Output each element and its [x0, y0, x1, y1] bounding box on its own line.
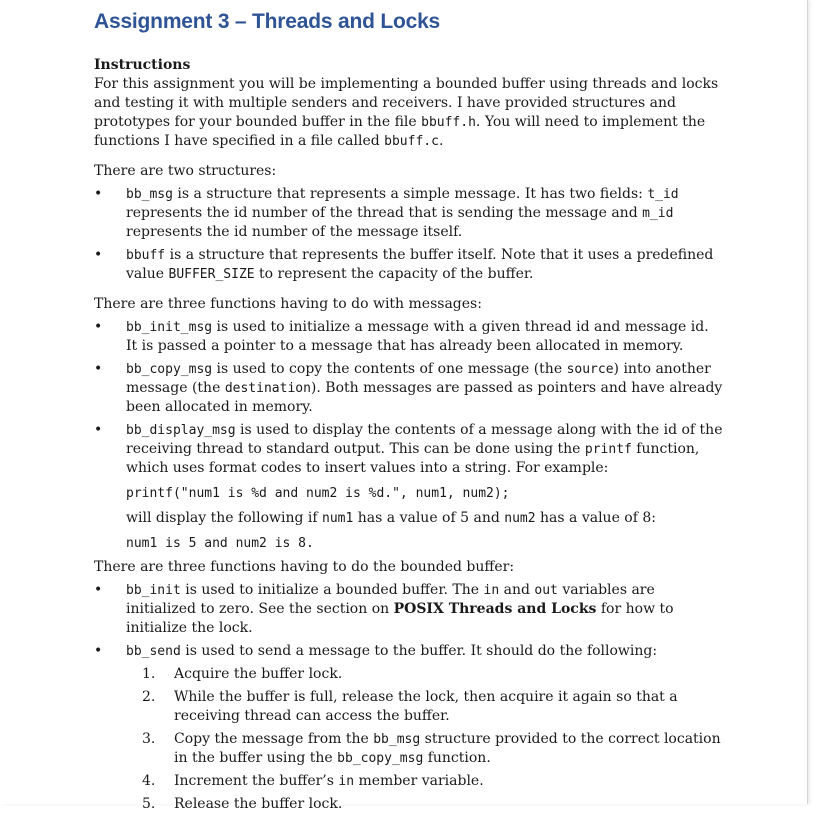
- item-text: represents the id number of the message itself.: [126, 224, 463, 240]
- item-text: is used to send a message to the buffer. It should do the following:: [180, 643, 658, 659]
- item-text: has a value of 5 and: [353, 510, 505, 526]
- constant-name: BUFFER_SIZE: [168, 267, 255, 282]
- step-text: member variable.: [354, 773, 484, 789]
- item-text: represents the id number of the thread that is sending the message and: [126, 205, 643, 221]
- file-name-source: bbuff.c: [384, 134, 439, 149]
- instructions-paragraph: [94, 75, 724, 151]
- page-title: Assignment 3 – Threads and Locks: [94, 10, 441, 33]
- item-text: is used to initialize a message with a given thread id and message id. It is passed a pointer to a message that has already been allocated in memory.: [126, 319, 709, 354]
- step-number: 2.: [142, 689, 156, 705]
- item-text: has a value of 8:: [535, 510, 656, 526]
- variable-name: num1: [322, 511, 354, 526]
- step-text: Release the buffer lock.: [174, 796, 343, 812]
- bullet-icon: •: [94, 422, 103, 438]
- item-text: and: [499, 582, 535, 598]
- step-text: Increment the buffer’s: [174, 773, 339, 789]
- section-reference: POSIX Threads and Locks: [393, 601, 597, 617]
- function-name: bb_init_msg: [126, 320, 213, 335]
- step-item: [126, 665, 724, 684]
- struct-name: bbuff: [126, 248, 166, 263]
- param-name: destination: [224, 381, 311, 396]
- bullet-icon: •: [94, 582, 103, 598]
- variable-name: num2: [504, 511, 536, 526]
- struct-name: bb_msg: [373, 732, 421, 747]
- bullet-icon: •: [94, 186, 103, 202]
- file-name-header: bbuff.h: [421, 115, 476, 130]
- item-text: for how to initialize the lock.: [126, 601, 674, 636]
- example-code: [126, 484, 724, 503]
- step-item: [126, 730, 724, 768]
- list-item: [94, 318, 724, 356]
- item-text: ) into another message (the: [126, 361, 711, 396]
- function-name: bb_send: [126, 644, 181, 659]
- step-text: function.: [423, 750, 491, 766]
- list-item: [94, 360, 724, 417]
- param-name: source: [566, 362, 614, 377]
- struct-name: bb_msg: [126, 187, 173, 202]
- item-text: is used to display the contents of a message along with the id of the receiving thread to standard output. This can be done using the: [126, 422, 723, 457]
- item-text: to represent the capacity of the buffer.: [254, 266, 534, 282]
- buffer-functions-intro: There are three functions having to do the bounded buffer:: [94, 559, 515, 575]
- list-item: [94, 642, 724, 814]
- step-text: Acquire the buffer lock.: [174, 666, 343, 682]
- instructions-text: .: [438, 133, 444, 149]
- variable-name: in: [338, 774, 355, 789]
- list-item: [94, 185, 724, 242]
- variable-name: out: [534, 583, 558, 598]
- instructions-text: For this assignment you will be implementing a bounded buffer using threads and locks and testing it with multiple senders and receivers. I have provided structures and prototypes for your bounded buffer in the file: [94, 76, 719, 130]
- bullet-icon: •: [94, 319, 103, 335]
- item-text: is a structure that represents a simple message. It has two fields:: [172, 186, 648, 202]
- structures-intro: There are two structures:: [94, 163, 277, 179]
- field-name: m_id: [642, 206, 674, 221]
- function-name: bb_copy_msg: [126, 362, 213, 377]
- message-functions-intro: There are three functions having to do with messages:: [94, 296, 482, 312]
- message-functions-list: [94, 318, 724, 557]
- function-name: bb_copy_msg: [337, 751, 424, 766]
- function-name: bb_display_msg: [126, 423, 236, 438]
- step-number: 5.: [142, 796, 156, 812]
- step-text: While the buffer is full, release the lock, then acquire it again so that a receiving thread can access the buffer.: [174, 689, 678, 724]
- item-text: variables are initialized to zero. See the section on: [126, 582, 655, 617]
- item-text: will display the following if: [126, 510, 323, 526]
- field-name: t_id: [647, 187, 679, 202]
- instructions-heading: Instructions: [94, 57, 191, 73]
- step-item: [126, 688, 724, 726]
- item-text: ). Both messages are passed as pointers and have already been allocated in memory.: [126, 380, 723, 415]
- bullet-icon: •: [94, 643, 103, 659]
- step-item: [126, 795, 724, 814]
- step-number: 4.: [142, 773, 156, 789]
- bullet-icon: •: [94, 247, 103, 263]
- variable-name: in: [483, 583, 500, 598]
- code-line: num1 is 5 and num2 is 8.: [126, 536, 314, 551]
- item-text: function, which uses format codes to insert values into a string. For example:: [126, 441, 700, 476]
- buffer-functions-list: [94, 581, 724, 818]
- step-number: 1.: [142, 666, 156, 682]
- example-output: [126, 534, 724, 553]
- item-text: is used to copy the contents of one message (the: [212, 361, 567, 377]
- step-number: 3.: [142, 731, 156, 747]
- function-name: bb_init: [126, 583, 181, 598]
- structures-list: [94, 185, 724, 288]
- step-item: [126, 772, 724, 791]
- send-steps-list: [126, 665, 724, 814]
- instructions-text: . You will need to implement the functions I have specified in a file called: [94, 114, 706, 149]
- example-description: [126, 509, 724, 528]
- step-text: structure provided to the correct location in the buffer using the: [174, 731, 721, 766]
- bullet-icon: •: [94, 361, 103, 377]
- list-item: [94, 246, 724, 284]
- step-text: Copy the message from the: [174, 731, 374, 747]
- code-line: printf("num1 is %d and num2 is %d.", num1, num2);: [126, 486, 510, 501]
- list-item: [94, 421, 724, 553]
- item-text: is used to initialize a bounded buffer. The: [180, 582, 484, 598]
- function-name: printf: [584, 442, 632, 457]
- item-text: is a structure that represents the buffer itself. Note that it uses a predefined value: [126, 247, 714, 282]
- list-item: [94, 581, 724, 638]
